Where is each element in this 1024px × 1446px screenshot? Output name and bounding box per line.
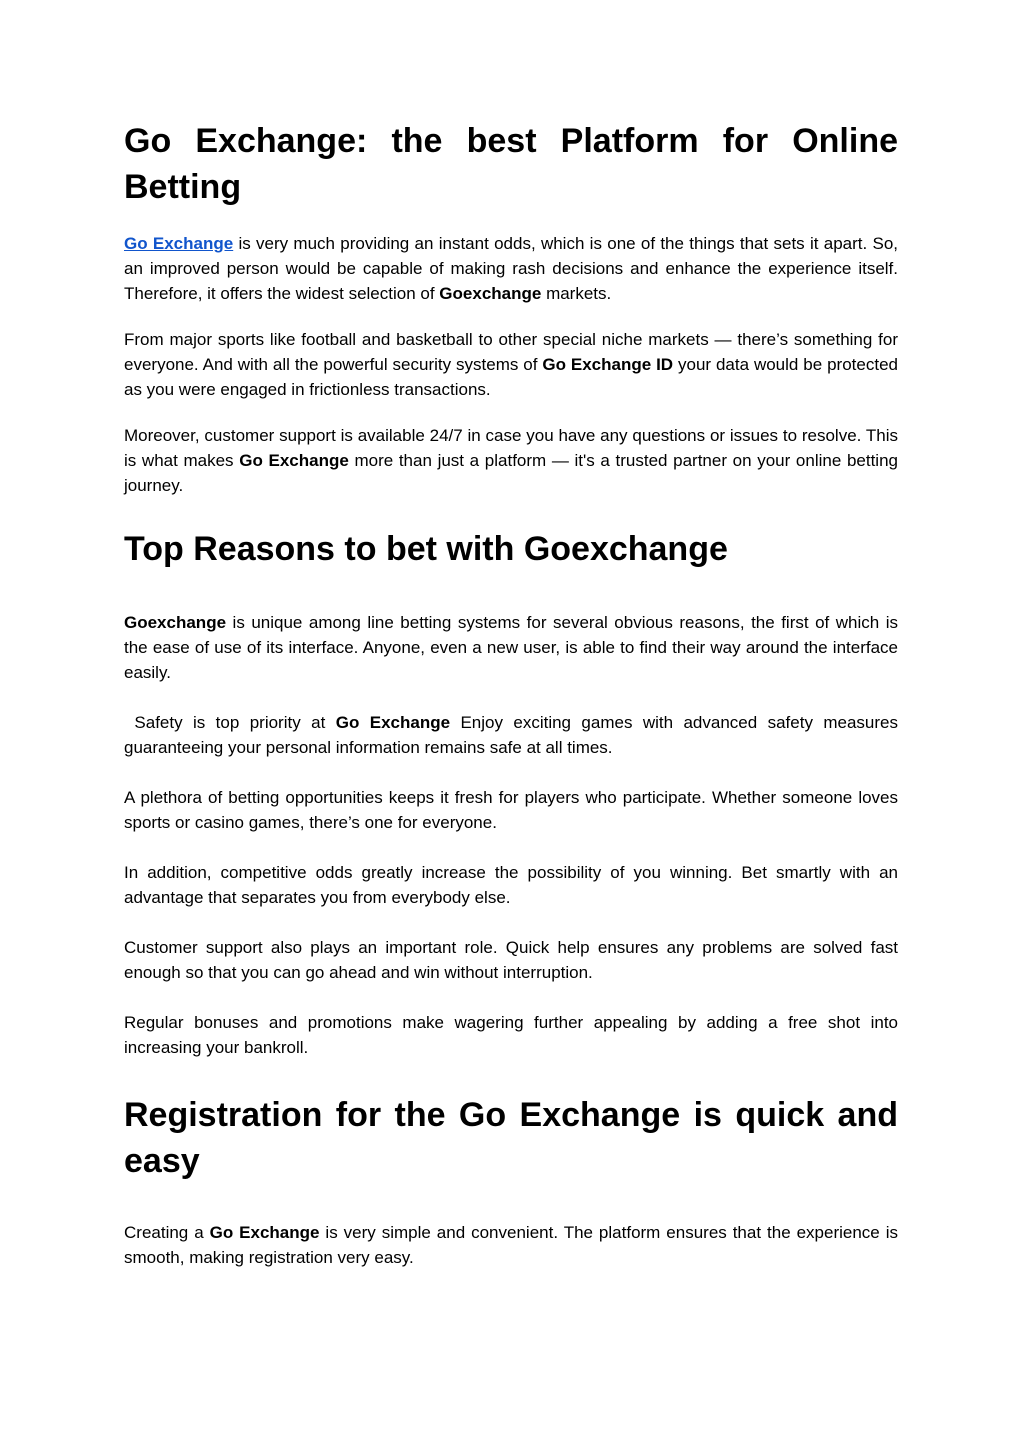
bold-text: Goexchange — [124, 613, 227, 632]
paragraph-support — [124, 423, 898, 498]
paragraph-ease-of-use — [124, 610, 898, 685]
paragraph-intro — [124, 231, 898, 306]
text-span: markets. — [541, 284, 612, 303]
paragraph-markets — [124, 327, 898, 402]
paragraph-customer-support: Customer support also plays an important role. Quick help ensures any problems are solved fast enough so that you can go ahead and win without interruption. — [124, 938, 898, 982]
heading-top-reasons: Top Reasons to bet with Goexchange — [124, 530, 728, 568]
heading-go-exchange: Go Exchange: the best Platform for Online Betting — [124, 122, 898, 206]
text-span: From major sports like football and basketball to other special niche markets — there’s something for everyone. And with all the powerful security systems of — [124, 330, 898, 374]
paragraph-bonuses: Regular bonuses and promotions make wagering further appealing by adding a free shot into increasing your bankroll. — [124, 1013, 898, 1057]
paragraph-registration — [124, 1220, 898, 1270]
paragraph-opportunities: A plethora of betting opportunities keeps it fresh for players who participate. Whether someone loves sports or casino games, there’s one for everyone. — [124, 788, 898, 832]
bold-text: Go Exchange — [209, 1223, 320, 1242]
text-span: is very simple and convenient. The platform ensures that the experience is smooth, making registration very easy. — [124, 1223, 898, 1267]
text-span: Safety is top priority at — [124, 713, 336, 732]
text-span: Moreover, customer support is available 24/7 in case you have any questions or issues to resolve. This is what makes — [124, 426, 898, 470]
text-span: is unique among line betting systems for several obvious reasons, the first of which is the ease of use of its interface. Anyone, even a new user, is able to find their way around the interface easily. — [124, 613, 898, 682]
bold-text: Goexchange — [439, 284, 542, 303]
text-span: Enjoy exciting games with advanced safety measures guaranteeing your personal information remains safe at all times. — [124, 713, 903, 757]
heading-registration: Registration for the Go Exchange is quick and easy — [124, 1096, 898, 1180]
document-page — [124, 118, 903, 1270]
text-span: your data would be protected as you were engaged in frictionless transactions. — [124, 355, 898, 399]
text-span: Creating a — [124, 1223, 210, 1242]
paragraph-odds: In addition, competitive odds greatly increase the possibility of you winning. Bet smartly with an advantage that separates you from everybody else. — [124, 863, 898, 907]
text-span: is very much providing an instant odds, which is one of the things that sets it apart. So, an improved person would be capable of making rash decisions and enhance the experience itself. Therefore, it offers the widest selection of — [124, 234, 898, 303]
bold-text: Go Exchange — [239, 451, 349, 470]
text-span: more than just a platform — it's a trusted partner on your online betting journey. — [124, 451, 898, 495]
bold-text: Go Exchange — [335, 713, 451, 732]
go-exchange-link[interactable]: Go Exchange — [124, 234, 234, 253]
bold-text: Go Exchange ID — [542, 355, 674, 374]
paragraph-safety — [124, 710, 903, 760]
